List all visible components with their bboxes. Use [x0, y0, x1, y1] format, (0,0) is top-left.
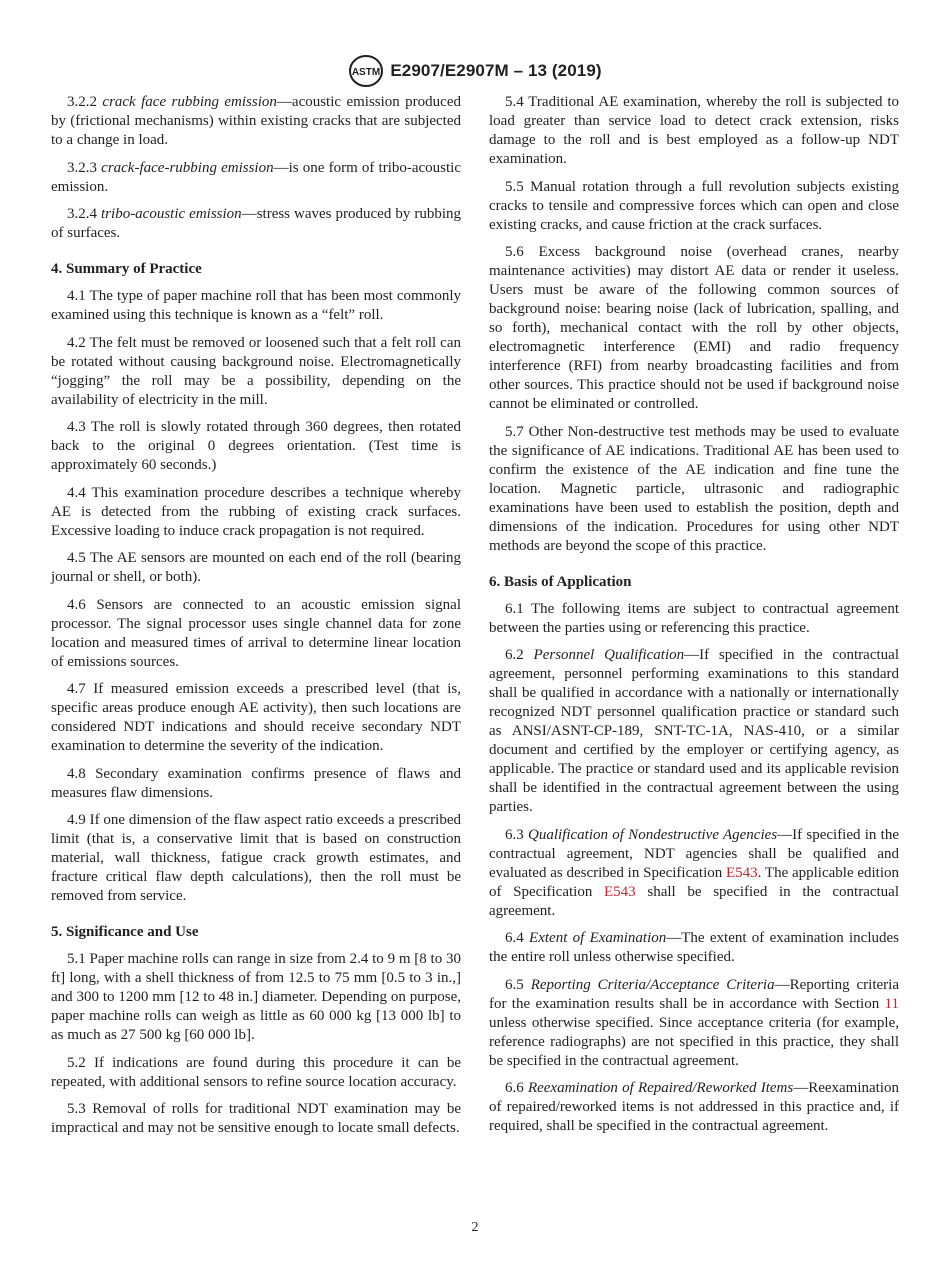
paragraph-4-7: 4.7 If measured emission exceeds a prescribed level (that is, specific areas produce enough AE activity), then such locations are considered NDT indications and should receive secondary NDT examination to determine the severity of the indication.	[51, 681, 461, 754]
page-header	[0, 53, 950, 89]
paragraph-4-1: 4.1 The type of paper machine roll that has been most commonly examined using this technique is known as a “felt” roll.	[51, 288, 461, 323]
paragraph-5-1: 5.1 Paper machine rolls can range in size from 2.4 to 9 m [8 to 30 ft] long, with a shell thickness of from 12.5 to 75 mm [0.5 to 3 in.,] and 300 to 1200 mm [12 to 48 in.] diameter. Depending on purpose, paper machine rolls can weigh as little as 60 000 kg [13 000 lb] to as much as 27 500 kg [60 000 lb].	[51, 951, 461, 1043]
svg-text:ASTM: ASTM	[352, 67, 381, 78]
paragraph-3-2-4: 3.2.4 tribo-acoustic emission—stress waves produced by rubbing of surfaces.	[51, 206, 462, 241]
document-designation: E2907/E2907M – 13 (2019)	[390, 61, 602, 80]
paragraph-5-5: 5.5 Manual rotation through a full revolution subjects existing cracks to tensile and compressive forces which can open and close existing cracks, and cause friction at the crack surfaces.	[489, 178, 899, 233]
paragraph-6-6: 6.6 Reexamination of Repaired/Reworked Items—Reexamination of repaired/reworked items is not addressed in this practice and, if required, shall be specified in the contractual agreement.	[489, 1080, 900, 1134]
paragraph-6-2: 6.2 Personnel Qualification—If specified in the contractual agreement, personnel performing examinations to this standard shall be qualified in accordance with a nationally or internationally recognized NDT personnel qualification practice or standard such as ANSI/ASNT-CP-189, SNT-TC-1A, NAS-410, or a similar document and certified by the employer or certifying agency, as applicable. The practice or standard used and its applicable revision shall be identified in the contractual agreement between the using parties.	[489, 647, 899, 815]
left-column	[51, 93, 461, 1147]
paragraph-4-3: 4.3 The roll is slowly rotated through 360 degrees, then rotated back to the original 0 degrees orientation. (Test time is approximately 60 seconds.)	[51, 419, 461, 473]
paragraph-5-6: 5.6 Excess background noise (overhead cranes, nearby maintenance activities) may distort AE data or render it useless. Users must be aware of the following common sources of background noise: bearing noise (lack of lubrication, spalling, and so forth), mechanical contact with the roll by other objects, electromagnetic interference (EMI) and radio frequency interference (RFI) from nearby broadcasting facilities and from other sources. This practice should not be used if background noise cannot be eliminated or controlled.	[489, 244, 899, 412]
paragraph-6-3: 6.3 Qualification of Nondestructive Agencies—If specified in the contractual agreement, NDT agencies shall be qualified and evaluated as described in Specification E543. The applicable edition of Specification E543 shall be specified in the contractual agreement.	[489, 826, 900, 919]
paragraph-4-5: 4.5 The AE sensors are mounted on each end of the roll (bearing journal or shell, or both).	[51, 550, 461, 585]
paragraph-3-2-3: 3.2.3 crack-face-rubbing emission—is one form of tribo-acoustic emission.	[51, 159, 461, 195]
e543-link[interactable]: E543	[726, 864, 758, 881]
paragraph-3-2-2: 3.2.2 crack face rubbing emission—acoustic emission produced by (frictional mechanisms) within existing cracks that are subjected to a change in load.	[51, 94, 461, 148]
right-column	[489, 93, 899, 1145]
paragraph-4-9: 4.9 If one dimension of the flaw aspect ratio exceeds a prescribed limit (that is, a conservative limit that is based on construction material, wall thickness, fatigue crack growth estimates, and fracture critical flaw depth calculations), then the roll must be removed from service.	[51, 812, 461, 904]
paragraph-4-4: 4.4 This examination procedure describes a technique whereby AE is detected from the rubbing of existing crack surfaces. Excessive loading to induce crack propagation is not required.	[51, 484, 461, 539]
paragraph-4-8: 4.8 Secondary examination confirms presence of flaws and measures flaw dimensions.	[51, 765, 461, 801]
paragraph-5-2: 5.2 If indications are found during this procedure it can be repeated, with additional sensors to refine source location accuracy.	[51, 1054, 461, 1090]
section-4-heading: 4. Summary of Practice	[51, 261, 202, 277]
paragraph-4-6: 4.6 Sensors are connected to an acoustic emission signal processor. The signal processor uses single channel data for zone location and measured times of arrival to determine linear location of emissions sources.	[51, 596, 461, 670]
page-number: 2	[471, 1220, 479, 1235]
paragraph-6-1: 6.1 The following items are subject to contractual agreement between the parties using or referencing this practice.	[489, 600, 899, 636]
paragraph-6-5: 6.5 Reporting Criteria/Acceptance Criteria—Reporting criteria for the examination results shall be in accordance with Section 11 unless otherwise specified. Since acceptance criteria (for example, reference radiographs) are not specified in this practice, they shall be specified in the contractual agreement.	[489, 976, 899, 1069]
astm-logo-icon	[348, 54, 384, 88]
paragraph-4-2: 4.2 The felt must be removed or loosened such that a felt roll can be rotated without causing background noise. Electromagnetically “jogging” the roll may be a possibility, depending on the availability of electricity in the mill.	[51, 334, 461, 408]
e543-link[interactable]: E543	[604, 883, 636, 900]
section-5-heading: 5. Significance and Use	[51, 924, 199, 940]
paragraph-5-7: 5.7 Other Non-destructive test methods may be used to evaluate the significance of AE indications. Traditional AE has been used to confirm the existence of the AE indication and fine tune the location. Magnetic particle, ultrasonic and radiographic examinations have been used to establish the position, depth and dimensions of the indication. Procedures for using other NDT methods are beyond the scope of this practice.	[489, 423, 899, 554]
section-6-heading: 6. Basis of Application	[489, 573, 632, 590]
section-11-link[interactable]: 11	[884, 995, 899, 1012]
paragraph-6-4: 6.4 Extent of Examination—The extent of examination includes the entire roll unless otherwise specified.	[489, 930, 900, 965]
paragraph-5-4: 5.4 Traditional AE examination, whereby the roll is subjected to load greater than service load to detect crack extension, risks damage to the roll and is best employed as a follow-up NDT examination.	[489, 94, 899, 167]
paragraph-5-3: 5.3 Removal of rolls for traditional NDT examination may be impractical and may not be sensitive enough to locate small defects.	[51, 1101, 461, 1136]
